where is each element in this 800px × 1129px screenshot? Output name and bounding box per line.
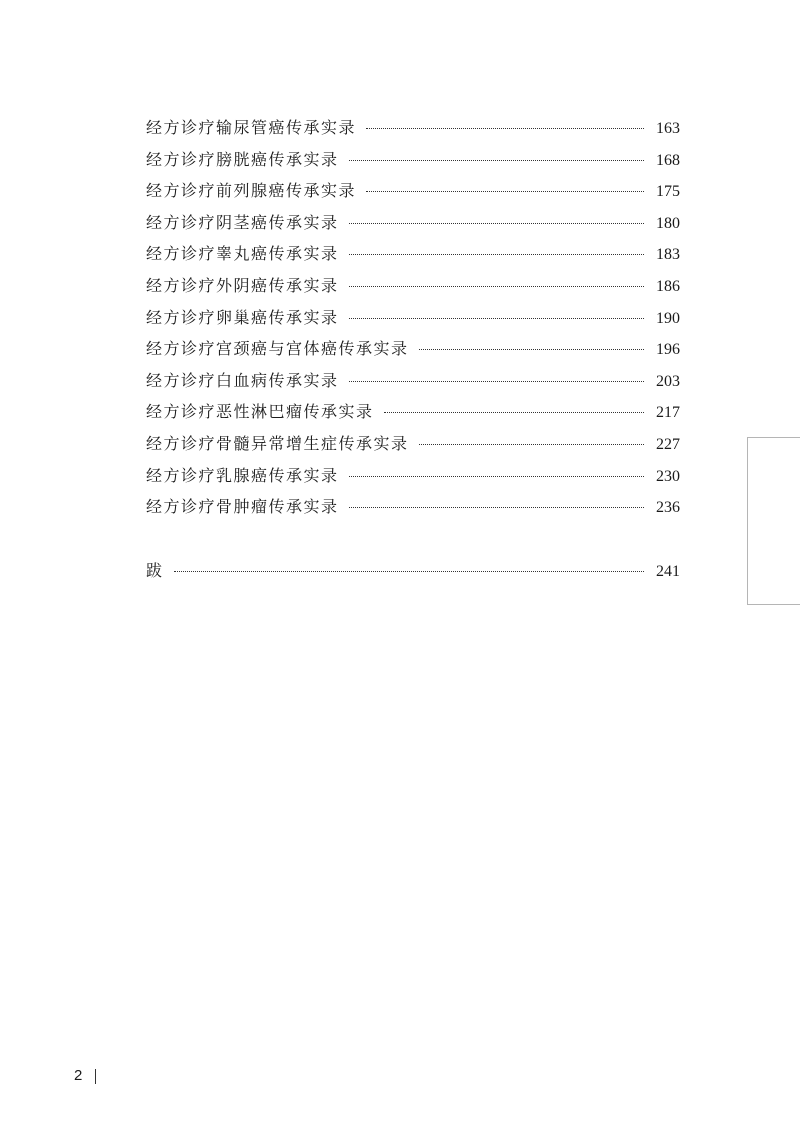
toc-entry[interactable] — [146, 491, 680, 523]
dot-leader — [349, 160, 644, 161]
toc-entry[interactable] — [146, 144, 680, 176]
toc-entry[interactable] — [146, 112, 680, 144]
dot-leader — [419, 349, 644, 350]
dot-leader — [366, 191, 644, 192]
toc-entry-title: 经方诊疗白血病传承实录 — [146, 370, 339, 390]
toc-entry-page: 168 — [656, 151, 680, 169]
toc-entry-title: 经方诊疗输尿管癌传承实录 — [146, 118, 357, 137]
toc-entry[interactable] — [146, 207, 680, 239]
dot-leader — [366, 128, 644, 129]
toc-entry-page: 175 — [656, 183, 680, 201]
dot-leader — [349, 507, 644, 508]
dot-leader — [349, 381, 644, 382]
dot-leader — [349, 318, 644, 319]
toc-entry-page: 227 — [656, 435, 680, 453]
toc-entry[interactable] — [146, 396, 680, 428]
dot-leader — [349, 286, 644, 287]
toc-entry-title: 经方诊疗恶性淋巴瘤传承实录 — [146, 402, 374, 422]
page-number: 2 — [74, 1067, 83, 1084]
toc-entry-postscript[interactable] — [146, 555, 680, 587]
toc-entry[interactable] — [146, 365, 680, 397]
dot-leader — [419, 444, 644, 445]
toc-entry-page: 163 — [656, 120, 680, 137]
dot-leader — [349, 223, 644, 224]
side-thumb-tab — [747, 437, 800, 605]
toc-entry-title: 跋 — [146, 560, 164, 580]
toc-entry-title: 经方诊疗宫颈癌与宫体癌传承实录 — [146, 339, 409, 359]
page-number-divider — [95, 1069, 96, 1084]
toc-entry-page: 230 — [656, 467, 680, 485]
toc-entry-title: 经方诊疗睾丸癌传承实录 — [146, 244, 339, 264]
toc-entry-page: 217 — [656, 404, 680, 422]
toc-entry[interactable] — [146, 238, 680, 270]
toc-entry[interactable] — [146, 175, 680, 207]
toc-entry-title: 经方诊疗外阴癌传承实录 — [146, 275, 339, 295]
dot-leader — [174, 571, 644, 572]
dot-leader — [384, 412, 644, 413]
toc-entry-page: 241 — [656, 562, 680, 580]
dot-leader — [349, 254, 644, 255]
toc-entry-title: 经方诊疗骨肿瘤传承实录 — [146, 497, 339, 517]
toc-entry-page: 180 — [656, 214, 680, 232]
toc-entry[interactable] — [146, 270, 680, 302]
toc-entry-title: 经方诊疗卵巢癌传承实录 — [146, 307, 339, 327]
toc-entry-title: 经方诊疗前列腺癌传承实录 — [146, 181, 357, 201]
toc-entry-title: 经方诊疗阴茎癌传承实录 — [146, 212, 339, 232]
toc-entry[interactable] — [146, 428, 680, 460]
toc-entry-page: 203 — [656, 372, 680, 390]
toc-entry[interactable] — [146, 460, 680, 492]
toc-entry-title: 经方诊疗乳腺癌传承实录 — [146, 465, 339, 485]
table-of-contents — [146, 112, 680, 586]
toc-entry[interactable] — [146, 302, 680, 334]
toc-entry-title: 经方诊疗骨髓异常增生症传承实录 — [146, 433, 409, 453]
dot-leader — [349, 476, 644, 477]
toc-entry-page: 196 — [656, 341, 680, 359]
toc-entry-page: 236 — [656, 499, 680, 517]
toc-entry-page: 183 — [656, 246, 680, 264]
toc-entry-title: 经方诊疗膀胱癌传承实录 — [146, 149, 339, 169]
toc-entry-page: 186 — [656, 277, 680, 295]
toc-entry[interactable] — [146, 333, 680, 365]
toc-entry-page: 190 — [656, 309, 680, 327]
